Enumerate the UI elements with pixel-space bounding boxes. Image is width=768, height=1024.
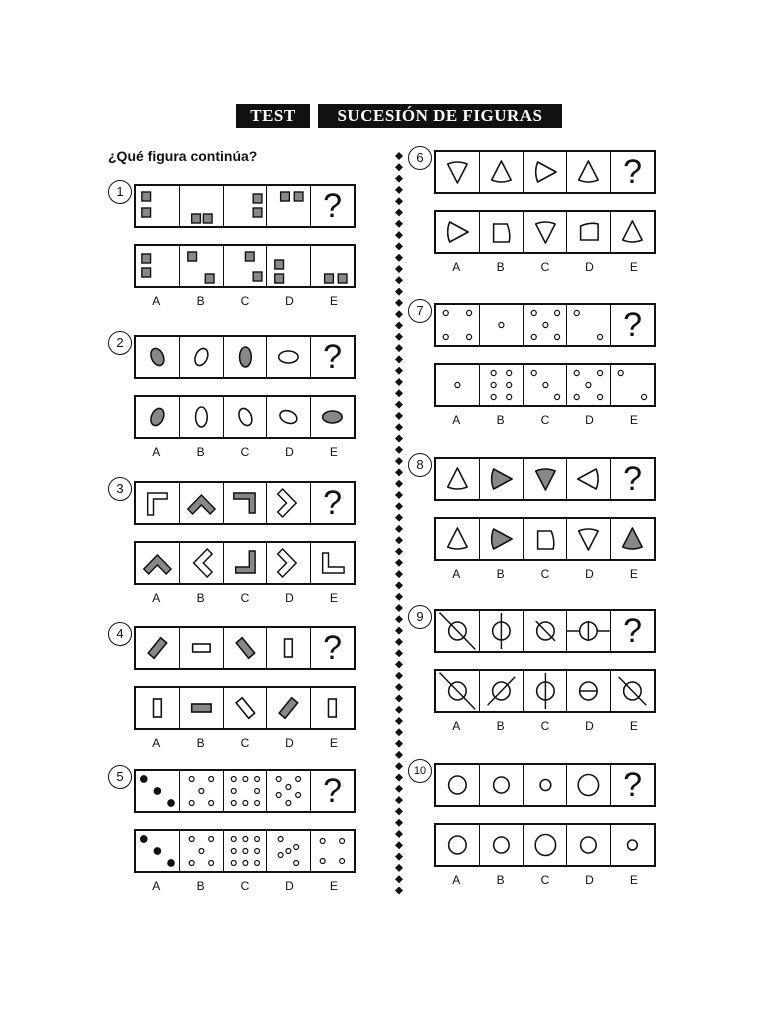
- answer-label-A: A: [452, 260, 461, 274]
- question-mark-cell: [310, 483, 354, 523]
- question-mark: ?: [323, 772, 343, 810]
- problem-number: 5: [108, 765, 132, 789]
- option-C-two-squares-diagonal-right[interactable]: [223, 246, 267, 286]
- answer-label-B: B: [196, 736, 205, 750]
- answer-label-D: D: [585, 260, 594, 274]
- option-C-ellipse-tilted[interactable]: [223, 397, 267, 437]
- problem-number: 10: [408, 759, 432, 783]
- option-A-chevron-up-shaded[interactable]: [136, 543, 179, 583]
- question-mark-cell: [610, 152, 654, 192]
- answer-label-B: B: [496, 413, 505, 427]
- sequence-figure-chevron-right: [266, 483, 310, 523]
- problem-number: 4: [108, 622, 132, 646]
- answer-label-C: C: [540, 873, 550, 887]
- question-mark: ?: [323, 187, 343, 225]
- option-C-circle-line-vertical[interactable]: [523, 671, 567, 711]
- sequence-figure-two-squares-horizontal-top: [266, 186, 310, 226]
- sequence-figure-circle-line-diagonal: [523, 611, 567, 651]
- sequence-row: [434, 609, 656, 653]
- option-E-corner-bottom-left[interactable]: [310, 543, 354, 583]
- answer-label-B: B: [196, 879, 205, 893]
- answer-label-A: A: [152, 445, 161, 459]
- problem-7: [408, 299, 643, 447]
- answer-labels: [434, 719, 656, 733]
- sequence-figure-dots-1: [479, 305, 523, 345]
- sequence-figure-circle-small: [479, 765, 523, 805]
- header-test-label: TEST: [236, 104, 310, 128]
- sequence-figure-dots-5: [523, 305, 567, 345]
- problem-number: 7: [408, 299, 432, 323]
- answer-label-A: A: [452, 873, 461, 887]
- answer-label-B: B: [496, 719, 505, 733]
- option-D-circle-line-horizontal[interactable]: [566, 671, 610, 711]
- answer-label-A: A: [152, 294, 161, 308]
- answer-label-D: D: [585, 873, 594, 887]
- sequence-figure-two-squares-vertical-right: [223, 186, 267, 226]
- sequence-figure-dots-8: [223, 771, 267, 811]
- answer-label-C: C: [540, 567, 550, 581]
- option-C-circle-large[interactable]: [523, 825, 567, 865]
- sequence-figure-ellipse-horizontal: [266, 337, 310, 377]
- question-mark-cell: [610, 459, 654, 499]
- option-A-triangle-up[interactable]: [436, 519, 479, 559]
- sequence-figure-dots-3-filled: [136, 771, 179, 811]
- problem-number: 6: [408, 146, 432, 170]
- question-mark-cell: [610, 765, 654, 805]
- answer-label-D: D: [585, 567, 594, 581]
- problem-5: [108, 765, 343, 913]
- options-row: [134, 395, 356, 439]
- sequence-figure-ellipse-tilted: [179, 337, 223, 377]
- answer-label-D: D: [585, 719, 594, 733]
- option-D-dots-5[interactable]: [266, 831, 310, 871]
- sequence-figure-dots-2: [566, 305, 610, 345]
- question-mark: ?: [623, 460, 643, 498]
- answer-label-E: E: [329, 445, 338, 459]
- question-mark-cell: [310, 186, 354, 226]
- option-C-corner-bottom-left-shaded[interactable]: [223, 543, 267, 583]
- sequence-figure-rect-horizontal: [179, 628, 223, 668]
- sequence-row: [134, 335, 356, 379]
- option-E-dots-2[interactable]: [610, 365, 654, 405]
- answer-label-E: E: [629, 873, 638, 887]
- option-B-dots-6[interactable]: [479, 365, 523, 405]
- answer-label-C: C: [540, 719, 550, 733]
- question-mark: ?: [623, 612, 643, 650]
- sequence-row: [434, 150, 656, 194]
- answer-label-E: E: [629, 413, 638, 427]
- option-A-two-squares-vertical-left[interactable]: [136, 246, 179, 286]
- sequence-figure-ellipse-shaded-tilted: [136, 337, 179, 377]
- problem-8: [408, 453, 643, 601]
- option-E-triangle-up[interactable]: [610, 212, 654, 252]
- option-E-triangle-up-shaded[interactable]: [610, 519, 654, 559]
- option-B-two-squares-diagonal[interactable]: [179, 246, 223, 286]
- sequence-figure-two-squares-vertical-left: [136, 186, 179, 226]
- question-mark: ?: [623, 153, 643, 191]
- option-B-rect-horizontal-shaded[interactable]: [179, 688, 223, 728]
- answer-label-A: A: [452, 413, 461, 427]
- answer-label-A: A: [152, 591, 161, 605]
- sequence-figure-triangle-right: [523, 152, 567, 192]
- problem-number: 2: [108, 331, 132, 355]
- option-A-ellipse-shaded-tilted[interactable]: [136, 397, 179, 437]
- options-row: [434, 669, 656, 713]
- sequence-figure-chevron-up-shaded: [179, 483, 223, 523]
- options-row: [434, 517, 656, 561]
- problem-6: [408, 146, 643, 294]
- problem-number: 3: [108, 477, 132, 501]
- sequence-figure-circle-smaller: [523, 765, 567, 805]
- answer-labels: [434, 260, 656, 274]
- problem-number: 1: [108, 180, 132, 204]
- option-B-quarter-circle[interactable]: [479, 212, 523, 252]
- answer-label-C: C: [240, 445, 250, 459]
- question-mark-cell: [610, 305, 654, 345]
- answer-label-B: B: [196, 591, 205, 605]
- header-title: SUCESIÓN DE FIGURAS: [318, 104, 562, 128]
- sequence-figure-circle-line-vertical: [479, 611, 523, 651]
- answer-label-C: C: [240, 736, 250, 750]
- sequence-figure-rect-diagonal-shaded: [136, 628, 179, 668]
- question-mark: ?: [323, 484, 343, 522]
- question-mark-cell: [310, 771, 354, 811]
- answer-label-A: A: [452, 567, 461, 581]
- answer-labels: [134, 445, 356, 459]
- option-D-dots-5[interactable]: [566, 365, 610, 405]
- answer-label-A: A: [152, 736, 161, 750]
- option-B-triangle-right-shaded[interactable]: [479, 519, 523, 559]
- sequence-figure-circle-line-vertical-short: [566, 611, 610, 651]
- option-D-two-squares-vertical-center[interactable]: [266, 246, 310, 286]
- answer-labels: [134, 736, 356, 750]
- answer-labels: [134, 591, 356, 605]
- sequence-figure-circle-medium: [436, 765, 479, 805]
- option-A-triangle-right[interactable]: [436, 212, 479, 252]
- answer-label-B: B: [496, 260, 505, 274]
- sequence-figure-triangle-down-shaded: [523, 459, 567, 499]
- options-row: [134, 541, 356, 585]
- answer-label-E: E: [329, 736, 338, 750]
- answer-label-B: B: [496, 873, 505, 887]
- option-A-dots-1[interactable]: [436, 365, 479, 405]
- answer-labels: [134, 294, 356, 308]
- option-B-circle-line-diagonal-up[interactable]: [479, 671, 523, 711]
- answer-label-C: C: [540, 260, 550, 274]
- answer-label-C: C: [240, 591, 250, 605]
- option-C-triangle-down[interactable]: [523, 212, 567, 252]
- answer-label-D: D: [285, 879, 294, 893]
- question-mark: ?: [323, 338, 343, 376]
- sequence-figure-triangle-right-shaded: [479, 459, 523, 499]
- question-mark-cell: [610, 611, 654, 651]
- answer-label-A: A: [452, 719, 461, 733]
- sequence-figure-rect-vertical: [266, 628, 310, 668]
- sequence-figure-rect-diagonal-left-shaded: [223, 628, 267, 668]
- option-C-dots-9[interactable]: [223, 831, 267, 871]
- option-D-triangle-down[interactable]: [566, 519, 610, 559]
- sequence-figure-triangle-down: [436, 152, 479, 192]
- problem-3: [108, 477, 343, 625]
- answer-label-C: C: [240, 879, 250, 893]
- answer-labels: [434, 413, 656, 427]
- sequence-figure-dots-6: [266, 771, 310, 811]
- sequence-row: [134, 481, 356, 525]
- option-E-circle-line-diagonal[interactable]: [610, 671, 654, 711]
- sequence-figure-triangle-left: [566, 459, 610, 499]
- answer-labels: [134, 879, 356, 893]
- sequence-figure-ellipse-shaded-vertical: [223, 337, 267, 377]
- sequence-figure-two-squares-horizontal-bottom: [179, 186, 223, 226]
- option-C-dots-3[interactable]: [523, 365, 567, 405]
- option-B-circle-small[interactable]: [479, 825, 523, 865]
- option-B-ellipse-vertical[interactable]: [179, 397, 223, 437]
- sequence-row: [134, 626, 356, 670]
- question-mark: ?: [323, 629, 343, 667]
- options-row: [434, 823, 656, 867]
- problem-4: [108, 622, 343, 770]
- answer-label-D: D: [285, 591, 294, 605]
- problem-number: 9: [408, 605, 432, 629]
- answer-label-B: B: [496, 567, 505, 581]
- answer-label-D: D: [585, 413, 594, 427]
- sequence-row: [434, 763, 656, 807]
- sequence-figure-triangle-up: [566, 152, 610, 192]
- question-mark: ?: [623, 766, 643, 804]
- option-E-rect-vertical[interactable]: [310, 688, 354, 728]
- question-mark: ?: [623, 306, 643, 344]
- sequence-figure-circle-line-diagonal-long: [436, 611, 479, 651]
- problem-1: [108, 180, 343, 328]
- question-text: ¿Qué figura continúa?: [108, 148, 258, 164]
- option-A-circle-medium[interactable]: [436, 825, 479, 865]
- answer-label-D: D: [285, 445, 294, 459]
- problem-10: [408, 759, 643, 907]
- option-C-rect-diagonal-left[interactable]: [223, 688, 267, 728]
- options-row: [134, 829, 356, 873]
- sequence-figure-triangle-up: [479, 152, 523, 192]
- option-A-circle-line-diagonal-long[interactable]: [436, 671, 479, 711]
- options-row: [134, 686, 356, 730]
- answer-label-E: E: [629, 260, 638, 274]
- answer-label-E: E: [329, 591, 338, 605]
- options-row: [434, 363, 656, 407]
- question-mark-cell: [310, 628, 354, 668]
- dotted-divider: [393, 150, 405, 895]
- question-mark-cell: [310, 337, 354, 377]
- sequence-figure-dots-5: [179, 771, 223, 811]
- option-E-two-squares-horizontal-bottom-right[interactable]: [310, 246, 354, 286]
- option-B-chevron-left[interactable]: [179, 543, 223, 583]
- answer-label-D: D: [285, 294, 294, 308]
- sequence-row: [134, 184, 356, 228]
- sequence-figure-circle-large: [566, 765, 610, 805]
- answer-label-E: E: [629, 567, 638, 581]
- answer-label-C: C: [240, 294, 250, 308]
- problem-number: 8: [408, 453, 432, 477]
- answer-label-B: B: [196, 294, 205, 308]
- answer-label-A: A: [152, 879, 161, 893]
- option-D-rect-diagonal-shaded[interactable]: [266, 688, 310, 728]
- options-row: [134, 244, 356, 288]
- answer-label-E: E: [629, 719, 638, 733]
- sequence-row: [434, 303, 656, 347]
- sequence-row: [134, 769, 356, 813]
- answer-labels: [434, 567, 656, 581]
- sequence-row: [434, 457, 656, 501]
- answer-label-C: C: [540, 413, 550, 427]
- option-D-circle-small[interactable]: [566, 825, 610, 865]
- option-A-rect-vertical[interactable]: [136, 688, 179, 728]
- sequence-figure-corner-top-right-shaded: [223, 483, 267, 523]
- answer-label-B: B: [196, 445, 205, 459]
- option-E-ellipse-shaded-horizontal[interactable]: [310, 397, 354, 437]
- option-B-dots-5[interactable]: [179, 831, 223, 871]
- option-E-circle-smaller[interactable]: [610, 825, 654, 865]
- options-row: [434, 210, 656, 254]
- sequence-figure-triangle-up: [436, 459, 479, 499]
- option-D-ellipse-tilted-right[interactable]: [266, 397, 310, 437]
- sequence-figure-corner-top-left: [136, 483, 179, 523]
- option-D-quarter-circle-left[interactable]: [566, 212, 610, 252]
- problem-2: [108, 331, 343, 479]
- option-E-dots-4[interactable]: [310, 831, 354, 871]
- answer-label-E: E: [329, 879, 338, 893]
- sequence-figure-dots-4: [436, 305, 479, 345]
- option-D-chevron-right[interactable]: [266, 543, 310, 583]
- answer-label-E: E: [329, 294, 338, 308]
- option-A-dots-3-filled[interactable]: [136, 831, 179, 871]
- answer-label-D: D: [285, 736, 294, 750]
- answer-labels: [434, 873, 656, 887]
- problem-9: [408, 605, 643, 753]
- option-C-quarter-circle[interactable]: [523, 519, 567, 559]
